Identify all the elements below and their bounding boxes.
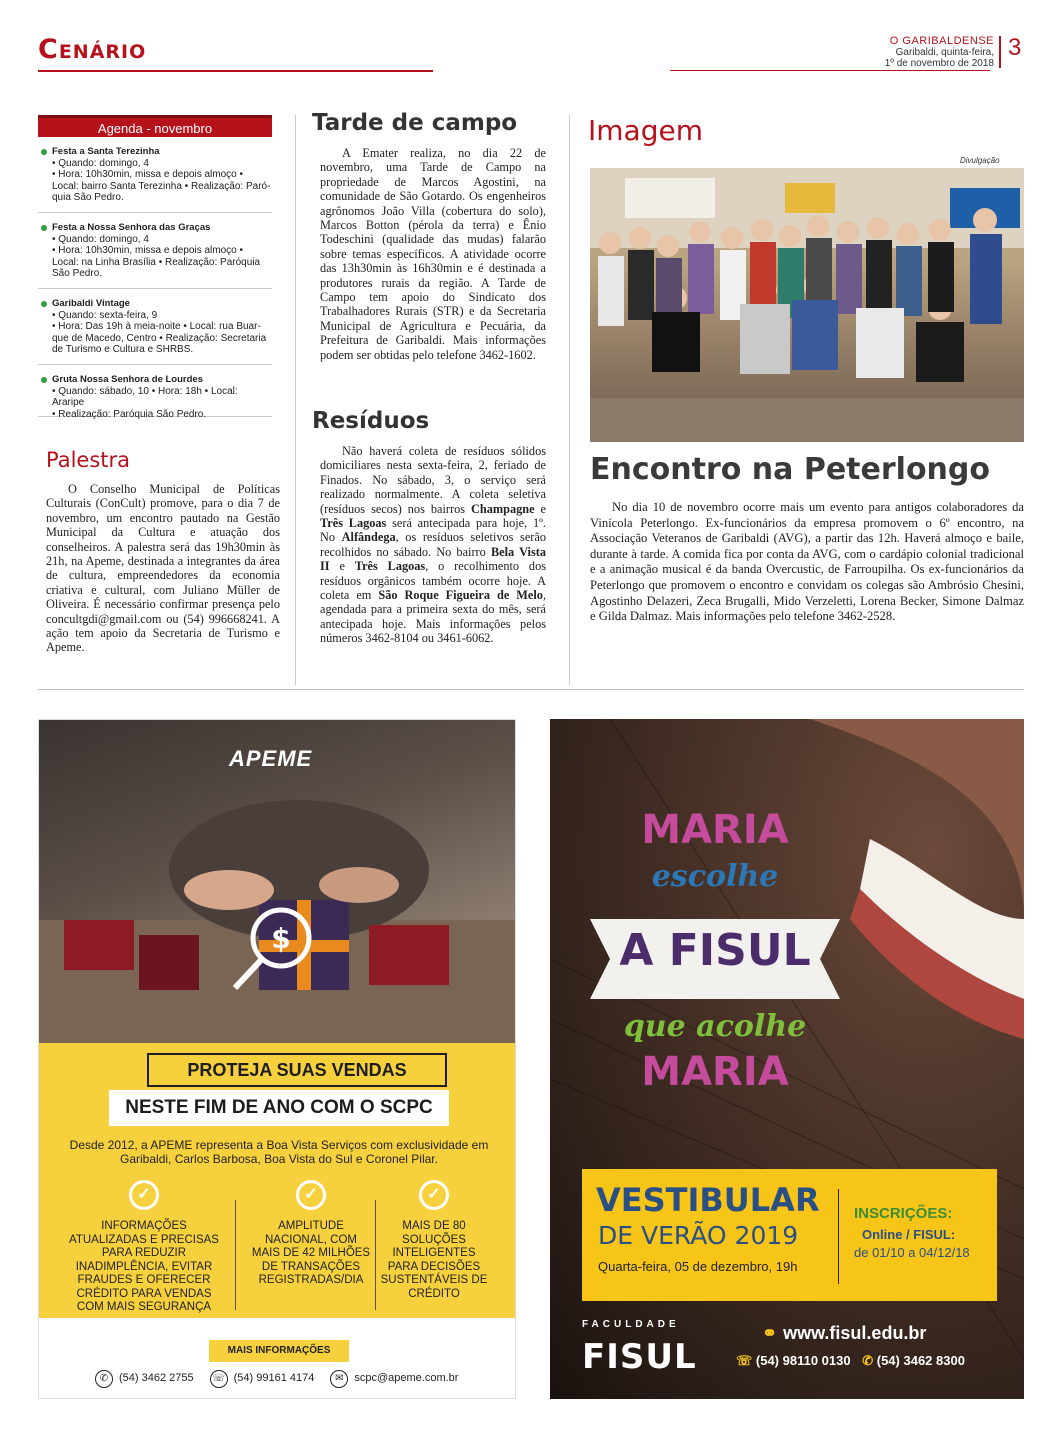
dateline-2: 1º de novembro de 2018 bbox=[884, 58, 994, 69]
whatsapp-number[interactable]: (54) 98110 0130 bbox=[755, 1353, 851, 1368]
text-run: , os resíduos seletivos serão recolhidos no sábado. No bairro bbox=[320, 530, 546, 559]
inscricoes-where: Online / FISUL: bbox=[862, 1227, 956, 1242]
maria-line-1: MARIA bbox=[641, 807, 789, 853]
group-photo-illustration bbox=[590, 168, 1024, 442]
dateline-1: Garibaldi, quinta-feira, bbox=[895, 47, 994, 58]
whatsapp-number: (54) 99161 4174 bbox=[233, 1372, 315, 1384]
vestibular-box bbox=[582, 1169, 997, 1301]
text-run: será antecipada para hoje, 1º. No bbox=[320, 516, 546, 545]
apeme-headline-2: NESTE FIM DE ANO COM O SCPC bbox=[109, 1090, 449, 1126]
section-title: Cenário bbox=[38, 34, 147, 65]
feature-divider bbox=[375, 1200, 376, 1310]
agenda-item-line: • Quando: sábado, 10 • Hora: 18h • Local: Araripe bbox=[52, 385, 238, 408]
agenda-item-line: quia São Pedro. bbox=[52, 192, 124, 203]
apeme-logo: APEME bbox=[229, 746, 313, 771]
photo-credit: Divulgação bbox=[960, 156, 1000, 165]
agenda-item-title: Garibaldi Vintage bbox=[52, 298, 272, 310]
section-divider bbox=[38, 689, 1024, 690]
link-icon: ⚭ bbox=[762, 1323, 778, 1343]
imagem-title: Imagem bbox=[588, 114, 703, 147]
text-run: Não haverá coleta de resíduos sólidos domiciliares nesta sexta-feira, 2, feriado de Finados. No sábado, 3, o serviço será realizado normalmente. A coleta seletiva (resíduos secos) nos bairros bbox=[320, 444, 546, 516]
agenda-item-line: • Quando: domingo, 4 bbox=[52, 233, 149, 245]
phone-number: (54) 3462 2755 bbox=[119, 1372, 194, 1384]
faculdade-label: FACULDADE bbox=[582, 1319, 680, 1330]
page-number: 3 bbox=[1008, 34, 1022, 61]
apeme-feature bbox=[251, 1180, 371, 1288]
bold-run: São Roque Figueira de Melo bbox=[378, 588, 543, 603]
group-photo bbox=[590, 168, 1024, 442]
phone-contact[interactable] bbox=[95, 1370, 194, 1388]
agenda-title: Agenda - novembro bbox=[38, 115, 272, 137]
agenda-item-line: • Hora: 10h30min, missa e depois almoço • bbox=[52, 169, 243, 180]
email-address: scpc@apeme.com.br bbox=[354, 1372, 459, 1384]
masthead bbox=[885, 36, 994, 69]
fisul-ad[interactable] bbox=[550, 719, 1024, 1399]
apeme-ad[interactable] bbox=[38, 719, 516, 1399]
residuos-title: Resíduos bbox=[312, 408, 430, 434]
text-run: , agendada para a primeira sexta do mês, será antecipada hoje. Mais informações pelos números 3462-8104 ou 3461-6062. bbox=[320, 588, 547, 646]
whatsapp-icon: ☏ bbox=[736, 1353, 753, 1368]
agenda-item-line: • Realização: Paróquia São Pedro. bbox=[52, 408, 207, 420]
bold-run: Três Lagoas bbox=[320, 516, 387, 531]
header-rule-right bbox=[670, 70, 990, 71]
vestibular-title: VESTIBULAR bbox=[596, 1181, 820, 1219]
fisul-logo: FISUL bbox=[582, 1337, 697, 1377]
apeme-feature bbox=[69, 1180, 219, 1315]
a-fisul-line: A FISUL bbox=[619, 925, 811, 976]
tarde-title: Tarde de campo bbox=[312, 110, 518, 136]
tarde-article bbox=[320, 146, 546, 362]
apeme-ad-photo bbox=[39, 720, 516, 1043]
vestibular-date: Quarta-feira, 05 de dezembro, 19h bbox=[598, 1259, 798, 1274]
column-divider bbox=[295, 115, 296, 685]
check-badge-icon: ✓ bbox=[419, 1180, 449, 1210]
agenda-item bbox=[38, 137, 272, 213]
encontro-text: No dia 10 de novembro ocorre mais um evento para antigos colaboradores da Vinícola Peterlongo. Ex-funcionários da empresa promovem o 6º encontro, na Associação Veteranos de Garibaldi (AVG), a partir das 12h. Haverá almoço e baile, durante à tarde. A comida fica por conta da AVG, com o cardápio colonial tradicional e a animação musical é da banda Overcustic, de Farroupilha. Os ex-funcionários da Peterlongo que promovem o encontro e convidam os colegas são Ambrósio Chesini, Agostinho Delazeri, Zeca Brugalli, Mido Verzeletti, Lorena Becker, Simone Dalmaz e Gilda Dalmaz. Mais informações pelo telefone 3462-2528. bbox=[590, 500, 1024, 624]
agenda-item bbox=[38, 365, 272, 420]
phone-icon: ✆ bbox=[95, 1370, 113, 1388]
que-acolhe-line: que acolhe bbox=[623, 1009, 807, 1044]
agenda-item bbox=[38, 289, 272, 365]
whatsapp-icon: ☏ bbox=[210, 1370, 228, 1388]
agenda-item-line: • Quando: sexta-feira, 9 bbox=[52, 309, 158, 321]
residuos-text bbox=[320, 444, 546, 646]
palestra-title: Palestra bbox=[46, 448, 131, 472]
agenda-item-title: Festa a Santa Terezinha bbox=[52, 146, 272, 158]
agenda-box bbox=[38, 115, 272, 420]
feature-text: INFORMAÇÕES ATUALIZADAS E PRECISAS PARA REDUZIR INADIMPLÊNCIA, EVITAR FRAUDES E OFERECER CRÉDITO PARA VENDAS COM MAIS SEGURANÇA bbox=[69, 1220, 219, 1313]
maria-line-2: MARIA bbox=[641, 1049, 789, 1095]
vestibular-subtitle: DE VERÃO 2019 bbox=[598, 1221, 799, 1250]
check-badge-icon: ✓ bbox=[129, 1180, 159, 1210]
more-info-label: MAIS INFORMAÇÕES bbox=[209, 1340, 349, 1362]
column-divider bbox=[569, 115, 570, 685]
tarde-text: A Emater realiza, no dia 22 de novembro, uma Tarde de Campo na propriedade de Marcos Agostini, na comunidade de São Gotardo. Os engenheiros agrônomos João Villa (cobertura do solo), Marcos Botton (pérola da terra) e Ênio Todeschini (qualidade das mudas) falarão sobre temas específicos. A atividade ocorre das 13h30min às 16h30min e é destinada a produtores rurais da região. A Tarde de Campo tem apoio do Sindicato dos Trabalhadores Rurais (STR) e da Secretaria Municipal de Agricultura e Pecuária, da Prefeitura de Garibaldi. Mais informações podem ser obtidas pelo telefone 3462-1602. bbox=[320, 146, 546, 362]
text-run: , o recolhimento dos resíduos orgânicos também ocorre hoje. A coleta em bbox=[320, 559, 546, 603]
feature-text: MAIS DE 80 SOLUÇÕES INTELIGENTES PARA DECISÕES SUSTENTÁVEIS DE CRÉDITO bbox=[380, 1220, 488, 1300]
agenda-item-line: de Turismo e Cultura e SHRBS. bbox=[52, 344, 194, 355]
residuos-article bbox=[320, 444, 546, 646]
paper-name: O GARIBALDENSE bbox=[889, 35, 994, 47]
bold-run: Bela Vista II bbox=[320, 544, 546, 574]
agenda-item-line: São Pedro. bbox=[52, 268, 103, 279]
inscricoes-title: INSCRIÇÕES: bbox=[854, 1205, 953, 1222]
agenda-item-line: Local: bairro Santa Terezinha • Realização: Paró- bbox=[52, 180, 271, 192]
phone-icon: ✆ bbox=[862, 1353, 874, 1368]
apeme-description: Desde 2012, a APEME representa a Boa Vista Serviços com exclusividade em Garibaldi, Carlos Barbosa, Boa Vista do Sul e Coronel Pilar. bbox=[69, 1138, 489, 1166]
agenda-item-line: Local: na Linha Brasília • Realização: Paróquia bbox=[52, 256, 261, 268]
text-run: e bbox=[534, 501, 546, 516]
check-badge-icon: ✓ bbox=[296, 1180, 326, 1210]
encontro-article bbox=[590, 500, 1024, 625]
apeme-contacts bbox=[95, 1370, 458, 1388]
vestibular-divider bbox=[838, 1189, 839, 1284]
apeme-feature bbox=[379, 1180, 489, 1301]
text-run: e bbox=[329, 559, 355, 574]
fisul-website[interactable] bbox=[762, 1323, 926, 1344]
bold-run: Alfândega bbox=[341, 530, 396, 545]
header-rule-left bbox=[38, 70, 433, 72]
email-icon: ✉ bbox=[330, 1370, 348, 1388]
feature-text: AMPLITUDE NACIONAL, COM MAIS DE 42 MILHÕES DE TRANSAÇÕES REGISTRADAS/DIA bbox=[251, 1220, 371, 1286]
palestra-article bbox=[46, 482, 280, 655]
agenda-item-line: que de Macedo, Centro • Realização: Secretaria bbox=[52, 332, 267, 344]
website-text: www.fisul.edu.br bbox=[783, 1323, 927, 1343]
agenda-item-line: • Hora: 10h30min, missa e depois almoço • bbox=[52, 245, 243, 256]
escolhe-line: escolhe bbox=[651, 859, 779, 894]
phone-number[interactable]: (54) 3462 8300 bbox=[876, 1353, 965, 1368]
agenda-item-line: • Hora: Das 19h à meia-noite • Local: rua Buar- bbox=[52, 321, 261, 332]
bold-run: Três Lagoas bbox=[354, 559, 426, 574]
fisul-contacts bbox=[736, 1353, 965, 1369]
agenda-item-line: • Quando: domingo, 4 bbox=[52, 157, 149, 169]
bold-run: Champagne bbox=[471, 501, 535, 516]
encontro-headline: Encontro na Peterlongo bbox=[590, 452, 990, 487]
palestra-text: O Conselho Municipal de Políticas Culturais (ConCult) promove, para o dia 7 de novembro, um encontro pautado na Gestão Municipal da Cultura e atuação dos conselheiros. A palestra será das 19h30min às 21h, na Apeme, destinada a integrantes da área de cultura, empreendedores da economia criativa e cultural, com Juliano Müller de Oliveira. É necessário confirmar presença pelo concultgdi@gmail.com ou (54) 996668241. A ação tem apoio da Secretaria de Turismo e Apeme. bbox=[46, 482, 280, 655]
apeme-headline-1: PROTEJA SUAS VENDAS bbox=[147, 1053, 447, 1087]
agenda-item bbox=[38, 213, 272, 289]
page-number-bar bbox=[999, 36, 1001, 68]
whatsapp-contact[interactable] bbox=[210, 1370, 315, 1388]
agenda-item-title: Gruta Nossa Senhora de Lourdes bbox=[52, 374, 272, 386]
email-contact[interactable] bbox=[330, 1370, 458, 1388]
feature-divider bbox=[235, 1200, 236, 1310]
agenda-item-title: Festa a Nossa Senhora das Graças bbox=[52, 222, 272, 234]
svg-text:$: $ bbox=[271, 922, 291, 955]
inscricoes-dates: de 01/10 a 04/12/18 bbox=[854, 1245, 970, 1260]
